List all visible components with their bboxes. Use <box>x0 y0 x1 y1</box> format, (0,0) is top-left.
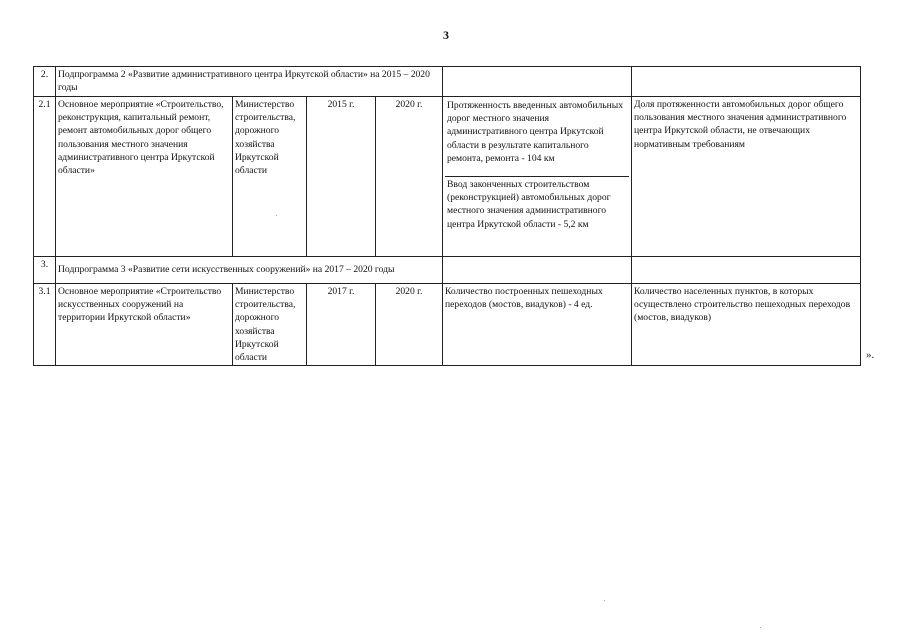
scan-speck <box>760 627 761 628</box>
executor-cell: Министерство строительства, дорожного хозяйства Иркутской области <box>233 284 307 366</box>
row-number: 2. <box>34 67 56 97</box>
start-year-cell: 2015 г. <box>307 97 376 257</box>
scan-speck <box>276 215 277 216</box>
table-row-subprogram-2 <box>34 67 861 97</box>
indicator-cell: Количество населенных пунктов, в которых осуществлено строительство пешеходных переходов (мостов, виадуков) <box>632 284 861 366</box>
table-row-3-1 <box>34 284 861 366</box>
empty-cell <box>443 67 632 97</box>
result-item-1: Протяженность введенных автомобильных дорог местного значения административного центра Иркутской области в результате капитального ремонта, ремонта - 104 км <box>445 98 629 177</box>
row-number: 3. <box>34 257 56 284</box>
row-number: 3.1 <box>34 284 56 366</box>
indicator-cell: Доля протяженности автомобильных дорог общего пользования местного значения административного центра Иркутской области, не отвечающих нормативным требованиям <box>632 97 861 257</box>
table-row-2-1 <box>34 97 861 257</box>
empty-cell <box>632 67 861 97</box>
result-item-2: Ввод законченных строительством (реконструкцией) автомобильных дорог местного значения административного центра Иркутской области - 5,2 км <box>447 179 611 230</box>
activity-cell: Основное мероприятие «Строительство искусственных сооружений на территории Иркутской области» <box>56 284 233 366</box>
closing-quote-mark: ». <box>866 349 875 361</box>
subprogram-title: Подпрограмма 3 «Развитие сети искусственных сооружений» на 2017 – 2020 годы <box>56 257 443 284</box>
table-row-subprogram-3 <box>34 257 861 284</box>
end-year-cell: 2020 г. <box>376 284 443 366</box>
row-number: 2.1 <box>34 97 56 257</box>
executor-cell: Министерство строительства, дорожного хозяйства Иркутской области <box>233 97 307 257</box>
start-year-cell: 2017 г. <box>307 284 376 366</box>
empty-cell <box>632 257 861 284</box>
result-cell <box>443 97 632 257</box>
result-cell: Количество построенных пешеходных переходов (мостов, виадуков) - 4 ед. <box>443 284 632 366</box>
scan-speck <box>604 600 605 601</box>
activity-cell: Основное мероприятие «Строительство, реконструкция, капитальный ремонт, ремонт автомобильных дорог общего пользования местного значения административного центра Иркутской области» <box>56 97 233 257</box>
page-number: 3 <box>443 28 449 42</box>
subprogram-title: Подпрограмма 2 «Развитие административного центра Иркутской области» на 2015 – 2020 годы <box>56 67 443 97</box>
program-table <box>33 66 861 366</box>
empty-cell <box>443 257 632 284</box>
end-year-cell: 2020 г. <box>376 97 443 257</box>
